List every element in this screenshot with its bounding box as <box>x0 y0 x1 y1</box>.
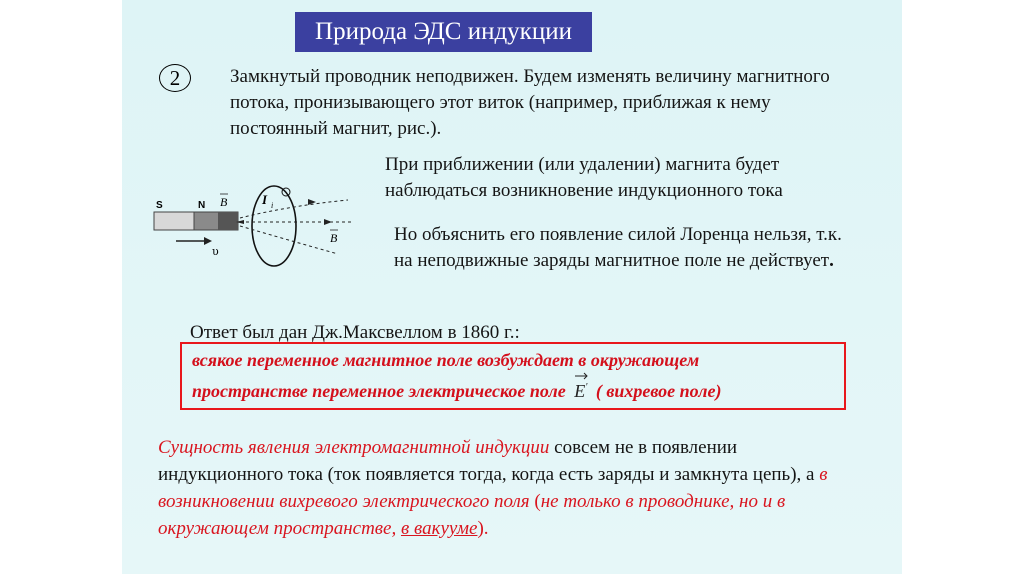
wire-loop <box>252 186 296 266</box>
label-n: N <box>198 200 206 211</box>
essence-red-phrase-1: Сущность явления электромагнитной индукции <box>158 437 550 458</box>
maxwell-answer-intro: Ответ был дан Дж.Максвеллом в 1860 г.: <box>190 322 520 343</box>
essence-vacuum-underlined: в вакууме <box>400 518 478 539</box>
label-v: υ <box>212 245 219 258</box>
statement-line-2-text: пространстве переменное электрическое поле <box>192 381 566 401</box>
magnet-south-pole <box>154 212 194 230</box>
statement-line-1: всякое переменное магнитное поле возбуждает в окружающем <box>192 350 700 370</box>
essence-paren-close: ). <box>477 518 489 539</box>
essence-red-phrase-3: не только в проводнике, но и в окружающем пространстве, <box>158 491 786 539</box>
slide-title: Природа ЭДС индукции <box>295 12 592 52</box>
statement-line-2 <box>192 374 842 405</box>
essence-red-phrase-2: в возникновении вихревого электрического поля <box>158 464 828 512</box>
label-i-sub: i <box>271 201 274 210</box>
essence-paragraph <box>158 434 838 542</box>
paragraph-lorentz-text: Но объяснить его появление силой Лоренца нельзя, т.к. на неподвижные заряды магнитное поле не действует <box>394 224 842 271</box>
magnet-tip <box>218 212 238 230</box>
label-b2: B <box>330 231 338 245</box>
label-b: B <box>220 195 228 209</box>
label-i: I <box>262 192 268 207</box>
velocity-arrowhead <box>204 237 212 245</box>
label-s: S <box>156 200 163 211</box>
field-arrow-middle <box>324 219 332 225</box>
vector-arrow-icon <box>575 372 589 380</box>
maxwell-statement <box>192 346 842 405</box>
item-number-circle: 2 <box>159 64 191 92</box>
paragraph-induction-current: При приближении (или удалении) магнита будет наблюдаться возникновение индукционного тока <box>385 154 783 201</box>
statement-vortex-field: ( вихревое поле) <box>595 381 722 401</box>
essence-paren-open: ( <box>529 491 541 512</box>
paragraph-stationary-conductor: Замкнутый проводник неподвижен. Будем изменять величину магнитного потока, пронизывающего этот виток (например, приближая к нему постоянный магнит, рис.). <box>230 66 830 139</box>
paragraph-lorentz-force <box>394 222 844 274</box>
e-symbol-letter: E <box>574 381 586 401</box>
magnet-coil-diagram <box>148 180 368 270</box>
field-line-bottom <box>240 226 338 254</box>
paragraph-lorentz-period: . <box>829 250 834 271</box>
e-vector-symbol: E' <box>574 374 587 405</box>
essence-plain-phrase: совсем не в появлении индукционного тока (ток появляется тогда, когда есть заряды и замкнута цепь), а <box>158 437 820 485</box>
